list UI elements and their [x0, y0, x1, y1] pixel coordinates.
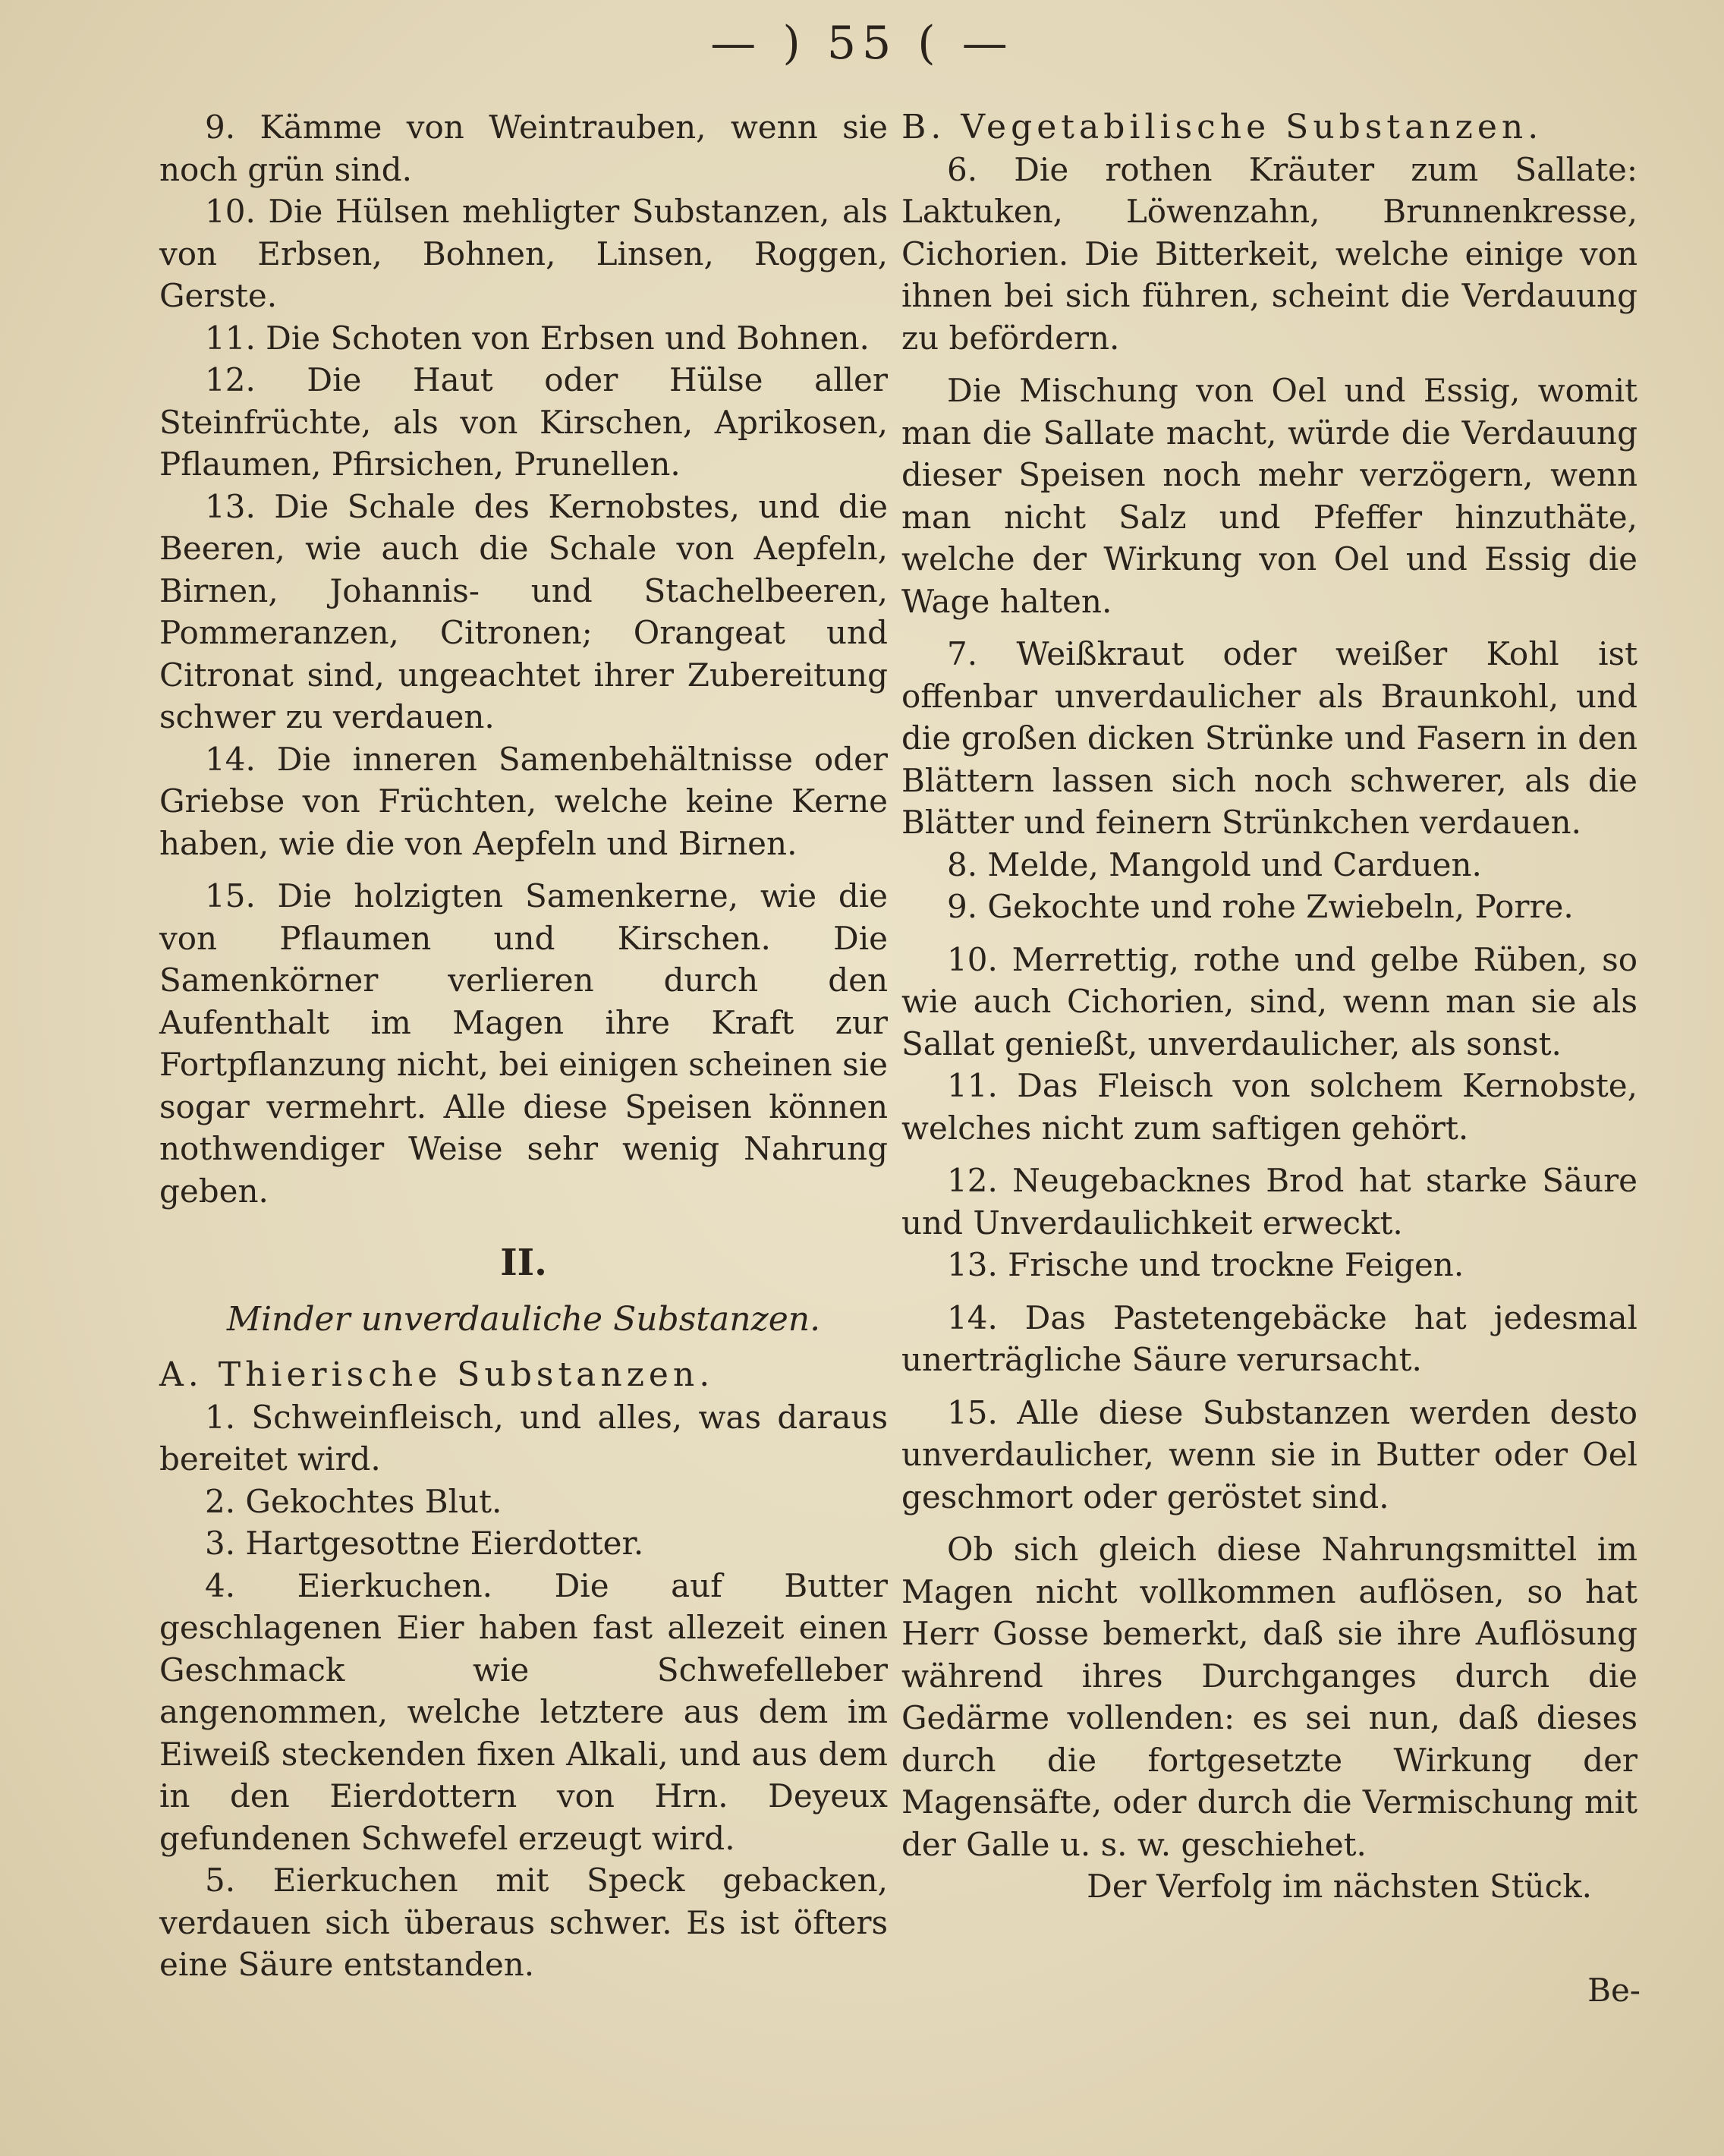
- list-item: 4. Eierkuchen. Die auf Butter geschlagenen Eier haben fast allezeit einen Geschmack wie Schwefelleber angenommen, welche letztere aus dem im Eiweiß steckenden fixen Alkali, und aus dem in den Eierdottern von Hrn. Deyeux gefundenen Schwefel erzeugt wird.: [159, 1566, 888, 1857]
- list-item: 8. Melde, Mangold und Carduen.: [947, 845, 1482, 883]
- list-item: 10. Die Hülsen mehligter Substanzen, als von Erbsen, Bohnen, Linsen, Roggen, Gerste.: [159, 193, 888, 314]
- left-column: [159, 106, 888, 1986]
- list-item: 13. Die Schale des Kernobstes, und die Beeren, wie auch die Schale von Aepfeln, Birnen, Johannis- und Stachelbeeren, Pommeranzen, Citronen; Orangeat und Citronat sind, ungeachtet ihrer Zubereitung schwer zu verdauen.: [159, 487, 888, 735]
- list-item: 10. Merrettig, rothe und gelbe Rüben, so wie auch Cichorien, sind, wenn man sie als Sallat genießt, unverdaulicher, als sonst.: [901, 940, 1637, 1062]
- list-item: 15. Die holzigten Samenkerne, wie die von Pflaumen und Kirschen. Die Samenkörner verlieren durch den Aufenthalt im Magen ihre Kraft zur Fortpflanzung nicht, bei einigen scheinen sie sogar vermehrt. Alle diese Speisen können nothwendiger Weise sehr wenig Nahrung geben.: [159, 877, 888, 1210]
- list-item: 5. Eierkuchen mit Speck gebacken, verdauen sich überaus schwer. Es ist öfters eine Säure entstanden.: [159, 1862, 888, 1983]
- continuation-note: Der Verfolg im nächsten Stück.: [1087, 1868, 1592, 1905]
- list-item: 15. Alle diese Substanzen werden desto unverdaulicher, wenn sie in Butter oder Oel geschmort oder geröstet sind.: [901, 1393, 1637, 1515]
- list-item: 11. Die Schoten von Erbsen und Bohnen.: [205, 319, 870, 357]
- subsection-heading: B. Vegetabilische Substanzen.: [901, 108, 1543, 146]
- list-item: 14. Das Pastetengebäcke hat jedesmal unerträgliche Säure verursacht.: [901, 1298, 1637, 1378]
- section-number: II.: [500, 1242, 547, 1284]
- catchword: Be-: [1587, 1972, 1641, 2009]
- list-item: 6. Die rothen Kräuter zum Sallate: Laktuken, Löwenzahn, Brunnenkresse, Cichorien. Die Bitterkeit, welche einige von ihnen bei sich führen, scheint die Verdauung zu befördern.: [901, 150, 1637, 357]
- list-item: 13. Frische und trockne Feigen.: [947, 1246, 1464, 1283]
- paragraph: Ob sich gleich diese Nahrungsmittel im Magen nicht vollkommen auflösen, so hat Herr Gosse bemerkt, daß sie ihre Auflösung während ihres Durchganges durch die Gedärme vollenden: es sei nun, daß dieses durch die fortgesetzte Wirkung der Magensäfte, oder durch die Vermischung mit der Galle u. s. w. geschiehet.: [901, 1531, 1637, 1863]
- list-item: 12. Neugebacknes Brod hat starke Säure und Unverdaulichkeit erweckt.: [901, 1162, 1637, 1242]
- list-item: 12. Die Haut oder Hülse aller Steinfrüchte, als von Kirschen, Aprikosen, Pflaumen, Pfirsichen, Prunellen.: [159, 361, 888, 483]
- list-item: 2. Gekochtes Blut.: [205, 1482, 502, 1520]
- list-item: 3. Hartgesottne Eierdotter.: [205, 1525, 644, 1562]
- paragraph: Die Mischung von Oel und Essig, womit man die Sallate macht, würde die Verdauung dieser Speisen noch mehr verzögern, wenn man nicht Salz und Pfeffer hinzuthäte, welche der Wirkung von Oel und Essig die Wage halten.: [901, 372, 1637, 620]
- list-item: 7. Weißkraut oder weißer Kohl ist offenbar unverdaulicher als Braunkohl, und die großen dicken Strünke und Fasern in den Blättern lassen sich noch schwerer, als die Blätter und feinern Strünkchen verdauen.: [901, 635, 1637, 841]
- list-item: 11. Das Fleisch von solchem Kernobste, welches nicht zum saftigen gehört.: [901, 1067, 1637, 1147]
- section-title: Minder unverdauliche Substanzen.: [226, 1299, 821, 1339]
- subsection-heading: A. Thierische Substanzen.: [159, 1355, 715, 1394]
- right-column: [901, 106, 1637, 1908]
- list-item: 1. Schweinfleisch, und alles, was daraus bereitet wird.: [159, 1398, 888, 1478]
- list-item: 9. Kämme von Weintrauben, wenn sie noch grün sind.: [159, 109, 888, 188]
- list-item: 9. Gekochte und rohe Zwiebeln, Porre.: [947, 888, 1574, 925]
- page-header: — ) 55 ( —: [710, 17, 1014, 70]
- list-item: 14. Die inneren Samenbehältnisse oder Griebse von Früchten, welche keine Kerne haben, wie die von Aepfeln und Birnen.: [159, 740, 888, 862]
